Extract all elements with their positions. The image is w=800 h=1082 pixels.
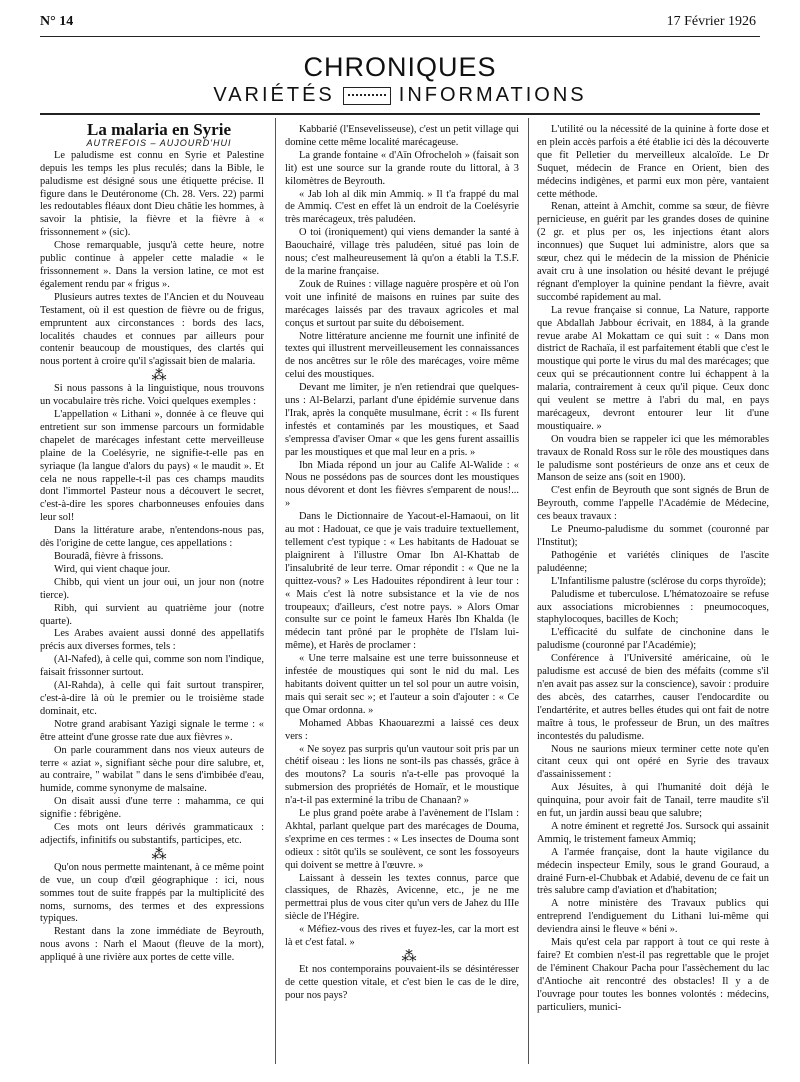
paragraph: L'utilité ou la nécessité de la quinine à forte dose et en plein accès parfois a été établie ici dès la découverte que fit Pelletier du merveilleux alcaloïde. Le Dr Suquet, médecin de France en Orient, bien des médecins indigènes, et parmi eux mon père, vantaient cette méthode. <box>537 124 769 200</box>
paragraph: Le plus grand poète arabe à l'avènement de l'Islam : Akhtal, parlant quelque part des marécages de Douma, s'exprime en ces termes : « Les insectes de Douma sont odieux : sitôt qu'ils se soulèvent, ce sont les fossoyeurs qui doivent se mettre à l'œuvre. » <box>285 808 519 871</box>
paragraph: Laissant à dessein les textes connus, parce que classiques, de Rhazès, Avicenne, etc., je ne me permettrai plus de vous citer qu'un vers de Jahez du IIIe siècle de l'Hégire. <box>285 872 519 923</box>
masthead-right: INFORMATIONS <box>398 84 587 106</box>
issue-number: N° 14 <box>40 14 74 29</box>
masthead-rule <box>40 113 760 115</box>
paragraph: Ces mots ont leurs dérivés grammaticaux : adjectifs, infinitifs ou substantifs, participes, etc. <box>40 822 264 846</box>
paragraph: Restant dans la zone immédiate de Beyrouth, nous avons : Narh el Maout (fleuve de la mort), appliqué à une rivière aux portes de cette ville. <box>40 926 264 964</box>
paragraph: Bouradâ, fièvre à frissons. <box>54 551 164 562</box>
top-rule <box>40 36 760 37</box>
paragraph: Dans la littérature arabe, n'entendons-nous pas, dès l'origine de cette langue, ces appellations : <box>40 525 264 550</box>
paragraph: Notre littérature ancienne me fournit une infinité de textes qui illustrent merveilleusement les connaissances de nos ancêtres sur le rôle des marécages, voire même celui des moustiques. <box>285 330 519 381</box>
paragraph: Mohamed Abbas Khaouarezmi a laissé ces deux vers : <box>285 717 519 742</box>
column-divider <box>275 118 276 1064</box>
paragraph: On parle couramment dans nos vieux auteurs de terre « aziat », signifiant sèche pour dire salubre, et, au contraire, " wabilat " dans le sens d'imbibée d'eau, humide, comme synonyme de malsaine. <box>40 744 264 795</box>
ornament-icon <box>343 87 391 105</box>
column-1 <box>40 120 264 965</box>
paragraph: Ibn Miada répond un jour au Calife Al-Walide : « Nous ne possédons pas de sources dont les moustiques nous dévorent et dont les fièvres s'emparent de nous!... » <box>285 459 519 510</box>
paragraph: Conférence à l'Université américaine, où le paludisme est accusé de bien des méfaits (comme s'il n'en avait pas assez sur la conscience), savoir : produire des abcès, des catarrhes, causer l'endocardite ou l'endartérite, et autres belles études qui ont fait de notre maître à tous, le professeur de Brun, un des maîtres incontestés du paludisme. <box>537 653 769 742</box>
paragraph: C'est enfin de Beyrouth que sont signés de Brun de Beyrouth, comme l'appelle l'Académie de Médecine, ces beaux travaux : <box>537 485 769 523</box>
column-divider <box>528 118 529 1064</box>
paragraph: Et nos contemporains pouvaient-ils se désintéresser de cette question vitale, et c'est bien le cas de le dire, pour nos pays? <box>285 964 519 1001</box>
paragraph: Paludisme et tuberculose. L'hématozoaire se refuse aux associations microbiennes : pneumocoques, staphylocoques, bacilles de Koch; <box>537 588 769 626</box>
paragraph: La revue française si connue, La Nature, rapporte que Abdallah Jabbour écrivait, en 1884, à la grande revue arabe Al Mokattam ce qui suit : « Dans mon district de Rachaïa, il est parfaitement établi que c'est le moustique qui porte le virus du mal des marécages; que ceux qui se précautionnent contre lui échappent à la malaria, contrairement à ceux qu'il pique. Ceux donc qui veulent se mettre à l'abri du mal, en pays marécageux, devront entourer leur lit d'une moustiquaire. » <box>537 304 769 432</box>
paragraph: Devant me limiter, je n'en retiendrai que quelques-uns : Al-Belarzi, parlant d'une épidémie survenue dans l'Irak, après la conquête musulmane, écrit : « Ils furent infestés et contaminés par les moustiques, et Saad s'empressa d'aviser Omar « que les gens furent assaillis par les moustiques et que mal leur en a pris. » <box>285 382 519 458</box>
asterism: ⁂ <box>151 368 167 385</box>
paragraph: Kabbarié (l'Ensevelisseuse), c'est un petit village qui domine cette même localité marécageuse. <box>285 124 519 148</box>
paragraph: Wird, qui vient chaque jour. <box>54 563 171 575</box>
article-subtitle: AUTREFOIS – AUJOURD'HUI <box>86 137 232 148</box>
paragraph: Dans le Dictionnaire de Yacout-el-Hamaoui, on lit au mot : Hadouat, ce que je vais traduire textuellement, tellement c'est typique : « Les habitants de Hadouat se plaignirent à l'illustre Omar Ibn Al-Khattab de l'insalubrité de leur terre. Omar répondit : « Que ne la quittez-vous? » Les Hadouites répondirent à leur tour : « Mais c'est là notre subsistance et la vie de nos troupeaux; d'ailleurs, c'est notre pays. » Alors Omar consulte sur ce point le fameux Harès Ibn Khalda (le médecin tant prôné par le prophète de l'Islam lui-même), et Harès de proclamer : <box>285 511 519 652</box>
paragraph: « Méfiez-vous des rives et fuyez-les, car la mort est là et c'est fatal. » <box>285 924 519 949</box>
paragraph: Aux Jésuites, à qui l'humanité doit déjà le quinquina, pour avoir fait de Tanail, terre maudite s'il en fut, un jardin aussi beau que salubre; <box>537 782 769 820</box>
paragraph: « Ne soyez pas surpris qu'un vautour soit pris par un chétif oiseau : les lions ne sont-ils pas chassés, grâce à des moutons? La souris n'a-t-elle pas provoqué la submersion des propriétés de Homaïr, et le moustique n'a-t-il pas exterminé la tribu de Chanaan? » <box>285 743 519 807</box>
paragraph: Le paludisme est connu en Syrie et Palestine depuis les temps les plus reculés; dans la Bible, le paludisme est désigné sous une étiquette précise. Il figure dans le Deutéronome (Ch. 28. Vers. 22) parmi les redoutables fléaux dont Dieu châtie les hommes, à savoir la phtisie, la fièvre et la fièvre à « frissonnement » (sic). <box>40 149 264 239</box>
paragraph: On disait aussi d'une terre : mahamma, ce qui signifie : fébrigène. <box>40 796 264 821</box>
paragraph: La grande fontaine « d'Aïn Ofrocheloh » (faisait son lit) est une source sur la grande route du littoral, à 3 kilomètres de Beyrouth. <box>285 149 519 187</box>
paragraph: Renan, atteint à Amchit, comme sa sœur, de fièvre pernicieuse, en guérit par les grandes doses de quinine (2 gr. et plus per os, les injections étant alors inconnues) que Suquet lui administre, alors que sa sœur, chez qui le médecin de la mission de Phénicie avait cru à une insolation ou hésité devant le préjugé régnant d'employer la quinine pendant la fièvre, avait succombé rapidement au mal. <box>537 201 769 303</box>
paragraph: Zouk de Ruines : village naguère prospère et où l'on voit une infinité de maisons en ruines par suite des marécages laissés par des travaux agricoles et mal conçus et surtout par suite du déboisement. <box>285 278 519 329</box>
paragraph: Le Pneumo-paludisme du sommet (couronné par l'Institut); <box>537 524 769 548</box>
issue-date: 17 Février 1926 <box>666 14 756 29</box>
paragraph: Si nous passons à la linguistique, nous trouvons un vocabulaire très riche. Voici quelques exemples : <box>40 383 264 408</box>
paragraph: Notre grand arabisant Yazigi signale le terme : « être atteint d'une grosse rate due aux fièvres ». <box>40 718 264 743</box>
paragraph: Plusieurs autres textes de l'Ancien et du Nouveau Testament, où il est question de fièvre ou de frigus, empruntent aux circonstances : bords des lacs, localités chaudes et connues par ailleurs pour contenir beaucoup de moustiques, des clartés qui nous portent à croire qu'il s'agissait bien de malaria. <box>40 291 264 368</box>
paragraph: L'appellation « Lithani », donnée à ce fleuve qui entretient sur son immense parcours un formidable chapelet de marécages infestant cette merveilleuse plaine de la Coelésyrie, ne signifie-t-elle pas en syriaque (la langue d'alors du pays) « le maudit ». Et cela ne nous rappelle-t-il pas ces champs maudits dont l'immortel Pasteur nous a découvert le secret, c'est-à-dire les spores charbonneuses enfouies dans leur sol! <box>40 409 264 524</box>
paragraph: Chibb, qui vient un jour oui, un jour non (notre tierce). <box>40 576 264 601</box>
paragraph: (Al-Rahda), à celle qui fait surtout transpirer, c'est-à-dire là où le premier ou le troisième stade dominait, etc. <box>40 680 264 717</box>
paragraph: (Al-Nafed), à celle qui, comme son nom l'indique, faisait frissonner surtout. <box>40 654 264 679</box>
paragraph: A notre éminent et regretté Jos. Sursock qui assainit Ammiq, le tristement fameux Ammiq; <box>537 820 769 845</box>
paragraph: L'Infantilisme palustre (sclérose du corps thyroïde); <box>551 575 767 587</box>
paragraph: Ribh, qui survient au quatrième jour (notre quarte). <box>40 602 264 627</box>
paragraph: Les Arabes avaient aussi donné des appellatifs précis aux diverses formes, tels : <box>40 628 264 653</box>
paragraph: A notre ministère des Travaux publics qui entreprend l'endiguement du Lithani lui-même qui deviendra ainsi le fleuve « béni ». <box>537 898 769 936</box>
masthead-subtitle <box>0 84 800 107</box>
paragraph: Nous ne saurions mieux terminer cette note qu'en citant ceux qui ont opéré en Syrie des travaux d'assainissement : <box>537 743 769 781</box>
paragraph: « Jab loh al dik min Ammiq. » Il t'a frappé du mal de Ammiq. C'est en effet là un endroit de la Coelésyrie très marécageux, très paludéen. <box>285 188 519 226</box>
paragraph: On voudra bien se rappeler ici que les mémorables travaux de Ronald Ross sur le rôle des moustiques dans le paludisme sont postérieurs de onze ans et ceux de Manson de seize ans (soit en 1900). <box>537 433 769 484</box>
article-title: La malaria en Syrie <box>86 120 231 139</box>
paragraph: O toi (ironiquement) qui viens demander la santé à Baouchairé, village très paludéen, situé pas loin de nous; c'est malheureusement là qu'on a établi la T.S.F. de la marine française. <box>285 227 519 277</box>
paragraph: Qu'on nous permette maintenant, à ce même point de vue, un coup d'œil géographique : ici, nous sommes tout de suite frappés par la multiplicité des noms, surnoms, des termes et des expressions typiques. <box>40 861 264 925</box>
paragraph: L'efficacité du sulfate de cinchonine dans le paludisme (couronné par l'Académie); <box>537 627 769 652</box>
column-2 <box>285 124 519 1003</box>
paragraph: Chose remarquable, jusqu'à cette heure, notre public continue à appeler cette maladie « le frissonnement ». Dans la version latine, ce mot est également rendu par « frigus ». <box>40 240 264 290</box>
paragraph: « Une terre malsaine est une terre buissonneuse et infestée de moustiques qui sont le nid du mal. Les habitants doivent quitter un tel sol pour un autre voisin, mais qui serait sec »; et l'auteur a soin d'ajouter : « Ce que Omar ordonna. » <box>285 653 519 716</box>
asterism: ⁂ <box>151 846 167 863</box>
paragraph: A l'armée française, dont la haute vigilance du médecin inspecteur Emily, sous le grand Gouraud, a drainé Furn-el-Chubbak et Adabié, devenu de ce fait un très salubre camp d'aviation et d'habitation; <box>537 846 769 897</box>
paragraph: Pathogénie et variétés cliniques de l'ascite paludéenne; <box>537 549 769 574</box>
column-3 <box>537 124 769 1015</box>
asterism: ⁂ <box>401 949 417 965</box>
masthead-left: VARIÉTÉS <box>213 84 335 106</box>
paragraph: Mais qu'est cela par rapport à tout ce qui reste à faire? Et combien n'est-il pas regrettable que le projet de l'éminent Chakour Pacha pour l'assèchement du lac d'Antioche ait rencontré des obstacles! Il y a de l'ouvrage pour toutes les bonnes volontés : médecins, particuliers, munici- <box>537 937 769 1013</box>
masthead-title: CHRONIQUES <box>303 52 497 82</box>
